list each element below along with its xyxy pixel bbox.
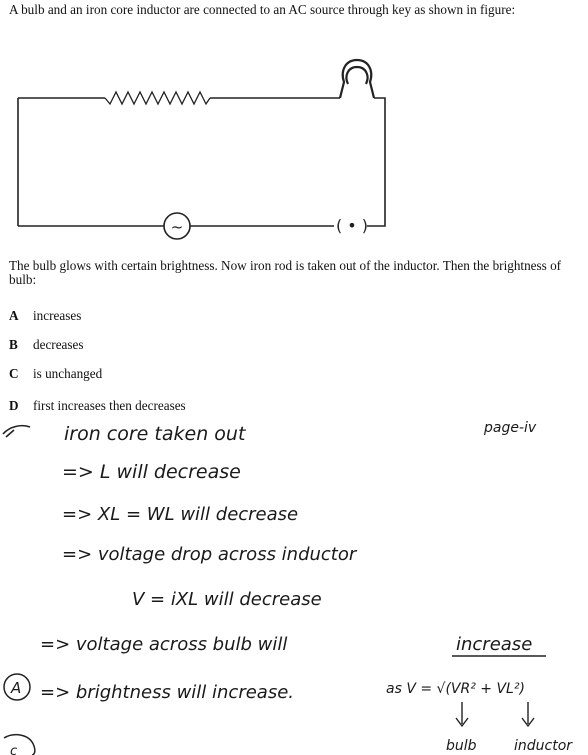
option-text: decreases — [33, 337, 84, 352]
option-letter: B — [9, 337, 18, 352]
solution-line-6-emphasis: increase — [456, 634, 533, 655]
question-text: A bulb and an iron core inductor are connected to an AC source through key as shown in figure: — [9, 2, 516, 17]
formula: as V = √(VR² + VL²) — [386, 681, 525, 697]
solution-line-2: => L will decrease — [62, 461, 241, 483]
option-text: increases — [33, 308, 82, 323]
solution-line-5: V = iXL will decrease — [132, 589, 322, 610]
arrow-down-icon — [522, 702, 534, 726]
solution-line-7: => brightness will increase. — [40, 682, 294, 703]
label-bulb: bulb — [446, 738, 477, 754]
option-text: first increases then decreases — [33, 398, 186, 413]
solution-line-1: iron core taken out — [64, 423, 246, 445]
solution-line-3: => XL = WL will decrease — [62, 504, 299, 525]
check-mark-icon — [3, 426, 30, 437]
option-letter: A — [9, 308, 19, 323]
option-letter: C — [9, 366, 19, 381]
question-statement: The bulb glows with certain brightness. Now iron rod is taken out of the inductor. Then the brightness of bulb: — [9, 258, 562, 287]
arrow-down-icon — [456, 702, 468, 726]
solution-line-4: => voltage drop across inductor — [62, 544, 357, 565]
answer-letter: A — [11, 679, 22, 697]
option-letter: D — [9, 398, 19, 413]
partial-circle — [4, 735, 35, 755]
partial-letter: c — [10, 744, 18, 755]
solution-line-6: => voltage across bulb will — [40, 634, 288, 655]
page-label: page-iv — [484, 420, 537, 436]
option-text: is unchanged — [33, 366, 103, 381]
key-symbol: ( • ) — [335, 216, 369, 235]
label-inductor: inductor — [514, 738, 573, 754]
ac-source-symbol: ~ — [170, 218, 184, 236]
